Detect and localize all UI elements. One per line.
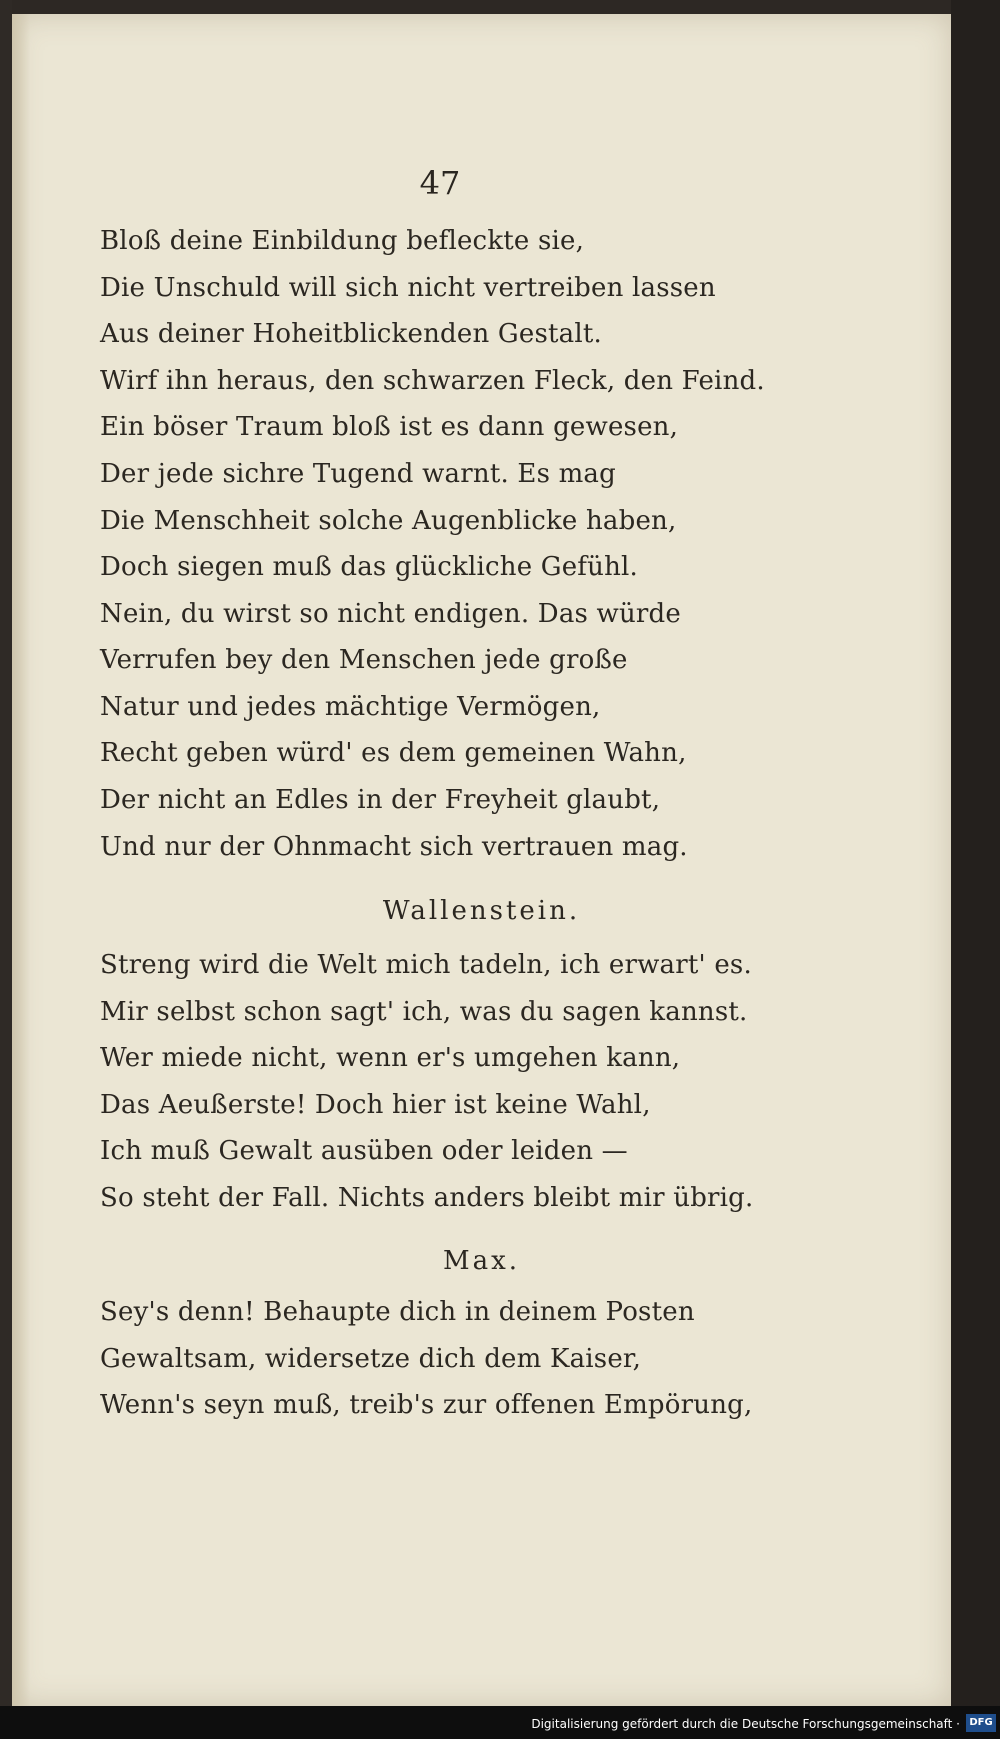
verse-line: Doch siegen muß das glückliche Gefühl. [100, 552, 638, 582]
verse-line: Die Menschheit solche Augenblicke haben, [100, 506, 677, 536]
book-page [12, 14, 951, 1706]
verse-line: Aus deiner Hoheitblickenden Gestalt. [100, 319, 602, 349]
scan-border-right [951, 0, 1000, 1739]
verse-line: Verrufen bey den Menschen jede große [100, 645, 628, 675]
verse-line: Wer miede nicht, wenn er's umgehen kann, [100, 1043, 681, 1073]
verse-line: Der nicht an Edles in der Freyheit glaubt, [100, 785, 661, 815]
page-gutter-shadow [12, 14, 30, 1706]
verse-line: Ich muß Gewalt ausüben oder leiden — [100, 1136, 628, 1166]
speaker-name: Wallenstein. [382, 896, 581, 926]
verse-line: Ein böser Traum bloß ist es dann gewesen, [100, 412, 679, 442]
verse-line: Gewaltsam, widersetze dich dem Kaiser, [100, 1344, 642, 1374]
verse-line: Und nur der Ohnmacht sich vertrauen mag. [100, 832, 688, 862]
dfg-logo: DFG [966, 1714, 996, 1732]
funding-credit: Digitalisierung gefördert durch die Deutsche Forschungsgemeinschaft · [531, 1717, 960, 1731]
verse-line: Natur und jedes mächtige Vermögen, [100, 692, 601, 722]
verse-line: So steht der Fall. Nichts anders bleibt mir übrig. [100, 1183, 754, 1213]
verse-line: Bloß deine Einbildung befleckte sie, [100, 226, 585, 256]
verse-line: Das Aeußerste! Doch hier ist keine Wahl, [100, 1090, 651, 1120]
verse-line: Der jede sichre Tugend warnt. Es mag [100, 459, 616, 489]
verse-line: Wenn's seyn muß, treib's zur offenen Empörung, [100, 1390, 753, 1420]
page-number: 47 [419, 164, 461, 202]
scan-border-top [0, 0, 1000, 14]
verse-line: Wirf ihn heraus, den schwarzen Fleck, den Feind. [100, 366, 765, 396]
verse-line: Nein, du wirst so nicht endigen. Das würde [100, 599, 681, 629]
speaker-name: Max. [442, 1246, 521, 1276]
verse-line: Sey's denn! Behaupte dich in deinem Posten [100, 1297, 695, 1327]
verse-line: Die Unschuld will sich nicht vertreiben lassen [100, 273, 716, 303]
verse-line: Mir selbst schon sagt' ich, was du sagen kannst. [100, 997, 748, 1027]
verse-line: Streng wird die Welt mich tadeln, ich erwart' es. [100, 950, 752, 980]
scan-border-left [0, 0, 12, 1739]
verse-line: Recht geben würd' es dem gemeinen Wahn, [100, 738, 687, 768]
